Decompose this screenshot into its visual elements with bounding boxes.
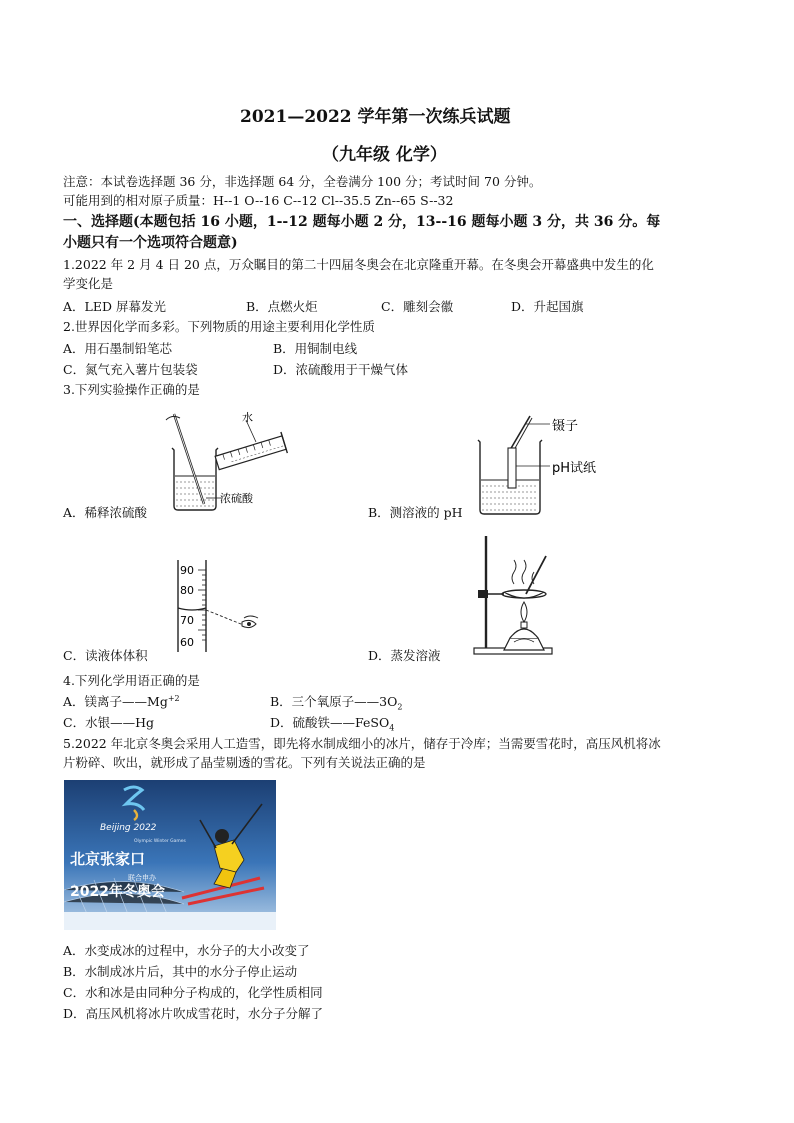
label-conc-acid: 浓硫酸 (220, 492, 253, 505)
q4-option-b-subscript: 2 (397, 702, 403, 712)
q4-option-b[interactable] (270, 692, 402, 712)
tick-70: 70 (180, 614, 194, 627)
label-ph-paper: pH试纸 (552, 461, 597, 476)
section-heading-line2: 小题只有一个选项符合题意) (63, 235, 238, 251)
poster-event: 2022年冬奥会 (70, 884, 165, 900)
q4-option-d-subscript: 4 (389, 723, 395, 733)
exam-note: 注意：本试卷选择题 36 分，非选择题 64 分，全卷满分 100 分；考试时间 70 分钟。 (63, 174, 542, 189)
section-heading-line1: 一、选择题(本题包括 16 小题，1--12 题每小题 2 分，13--16 题每小题 3 分，共 36 分。每 (63, 214, 661, 230)
q4-option-a[interactable] (63, 692, 180, 710)
q2-option-b[interactable]: B．用铜制电线 (273, 341, 358, 356)
tick-90: 90 (180, 564, 194, 577)
atomic-mass-note: 可能用到的相对原子质量：H--1 O--16 C--12 Cl--35.5 Zn--65 S--32 (63, 193, 454, 208)
q5-option-a[interactable]: A．水变成冰的过程中，水分子的大小改变了 (63, 943, 310, 958)
q5-option-b[interactable]: B．水制成冰片后，其中的水分子停止运动 (63, 964, 298, 979)
q3-option-c[interactable]: C．读液体体积 (63, 648, 148, 663)
q4-option-a-charge: +2 (167, 693, 180, 703)
label-water: 水 (242, 411, 253, 424)
q1-option-b[interactable]: B．点燃火炬 (246, 299, 318, 314)
q2-stem: 2.世界因化学而多彩。下列物质的用途主要利用化学性质 (63, 319, 375, 334)
q4-option-a-text: A．镁离子——Mg (63, 694, 168, 709)
exam-title: 2021—2022 学年第一次练兵试题 (240, 107, 511, 127)
figure-measure-ph (470, 410, 630, 520)
q1-stem-line2: 学变化是 (63, 276, 114, 291)
q4-option-d[interactable] (270, 713, 394, 733)
poster-joint: 联合申办 (128, 874, 156, 882)
q2-option-c[interactable]: C．氮气充入薯片包装袋 (63, 362, 198, 377)
q2-option-a[interactable]: A．用石墨制铅笔芯 (63, 341, 173, 356)
figure-dilute-acid (160, 410, 300, 514)
q5-option-d[interactable]: D．高压风机将冰片吹成雪花时，水分子分解了 (63, 1006, 324, 1021)
q5-stem-line2: 片粉碎、吹出，就形成了晶莹剔透的雪花。下列有关说法正确的是 (63, 755, 426, 770)
q5-option-c[interactable]: C．水和冰是由同种分子构成的，化学性质相同 (63, 985, 323, 1000)
tick-80: 80 (180, 584, 194, 597)
q3-option-d[interactable]: D．蒸发溶液 (368, 648, 441, 663)
q3-option-a[interactable]: A．稀释浓硫酸 (63, 505, 148, 520)
poster-city: 北京张家口 (70, 850, 146, 868)
q4-option-b-text: B．三个氧原子——3O (270, 694, 398, 709)
label-tweezers: 镊子 (552, 419, 579, 434)
q4-option-d-text: D．硫酸铁——FeSO (270, 715, 390, 730)
q2-option-d[interactable]: D．浓硫酸用于干燥气体 (273, 362, 409, 377)
q3-option-b[interactable]: B．测溶液的 pH (368, 505, 463, 520)
q1-option-c[interactable]: C．雕刻会徽 (381, 299, 454, 314)
figure-evaporate (464, 532, 556, 658)
exam-subtitle: （九年级 化学） (322, 145, 447, 165)
q1-option-d[interactable]: D．升起国旗 (511, 299, 584, 314)
figure-read-volume (172, 560, 272, 656)
q1-stem-line1: 1.2022 年 2 月 4 日 20 点，万众瞩目的第二十四届冬奥会在北京隆重开幕。在冬奥会开幕盛典中发生的化 (63, 257, 654, 272)
tick-60: 60 (180, 636, 194, 649)
q4-stem: 4.下列化学用语正确的是 (63, 673, 200, 688)
q5-stem-line1: 5.2022 年北京冬奥会采用人工造雪，即先将水制成细小的冰片，储存于冷库；当需要雪花时，高压风机将冰 (63, 736, 661, 751)
poster-beijing-2022: Beijing 2022 (100, 823, 157, 833)
poster-games: Olympic Winter Games (134, 839, 186, 844)
q3-stem: 3.下列实验操作正确的是 (63, 382, 200, 397)
q1-option-a[interactable]: A．LED 屏幕发光 (63, 299, 166, 314)
q4-option-c[interactable]: C．水银——Hg (63, 715, 154, 730)
winter-olympics-poster (64, 780, 276, 930)
